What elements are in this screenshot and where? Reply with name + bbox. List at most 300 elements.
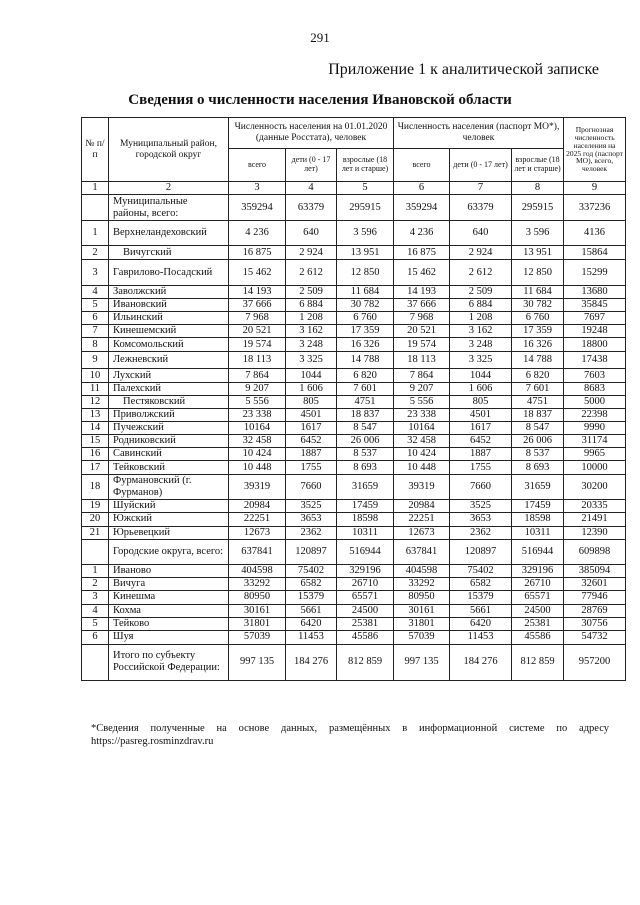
rosstat-children-cell: 120897 [286,539,337,564]
passport-children-cell: 1617 [450,422,512,435]
passport-adults-cell: 17459 [512,499,564,512]
table-row [82,512,626,526]
subheader-children: дети (0 - 17 лет) [286,149,337,182]
forecast-2025-cell: 30756 [564,617,626,630]
rosstat-total-cell: 14 193 [229,286,286,299]
forecast-2025-cell: 337236 [564,195,626,221]
column-number: 2 [109,182,229,195]
rosstat-total-cell: 22251 [229,512,286,526]
passport-total-cell: 22251 [394,512,450,526]
district-name: Родниковский [109,435,229,448]
forecast-2025-cell: 30200 [564,475,626,500]
forecast-2025-cell: 18800 [564,338,626,352]
rosstat-children-cell: 75402 [286,564,337,577]
district-name: Муниципальные районы, всего: [109,195,229,221]
passport-total-cell: 997 135 [394,644,450,680]
passport-total-cell: 5 556 [394,396,450,409]
rosstat-children-cell: 184 276 [286,644,337,680]
passport-adults-cell: 329196 [512,564,564,577]
footnote-text: *Сведения полученные на основе данных, размещённых в информационной системе по адресу [91,723,609,734]
passport-adults-cell: 3 596 [512,221,564,246]
header-passport-group: Численность населения (паспорт МО*), человек [394,118,564,149]
forecast-2025-cell: 7697 [564,312,626,325]
passport-adults-cell: 26 006 [512,435,564,448]
subheader-adults: взрослые (18 лет и старше) [512,149,564,182]
row-number [82,539,109,564]
passport-total-cell: 10164 [394,422,450,435]
subtotal-row [82,195,626,221]
passport-children-cell: 1887 [450,448,512,461]
rosstat-adults-cell: 65571 [337,590,394,604]
passport-total-cell: 9 207 [394,383,450,396]
passport-total-cell: 14 193 [394,286,450,299]
rosstat-total-cell: 39319 [229,475,286,500]
rosstat-adults-cell: 31659 [337,475,394,500]
passport-children-cell: 2 612 [450,260,512,286]
rosstat-adults-cell: 3 596 [337,221,394,246]
district-name: Ивановский [109,299,229,312]
forecast-2025-cell: 17438 [564,352,626,369]
rosstat-adults-cell: 4751 [337,396,394,409]
rosstat-children-cell: 5661 [286,604,337,617]
rosstat-children-cell: 1617 [286,422,337,435]
passport-total-cell: 19 574 [394,338,450,352]
passport-adults-cell: 10311 [512,526,564,539]
rosstat-total-cell: 10 424 [229,448,286,461]
table-row [82,299,626,312]
row-number: 4 [82,286,109,299]
passport-children-cell: 6420 [450,617,512,630]
rosstat-adults-cell: 17 359 [337,325,394,338]
district-name: Приволжский [109,409,229,422]
passport-adults-cell: 12 850 [512,260,564,286]
passport-children-cell: 2362 [450,526,512,539]
forecast-2025-cell: 19248 [564,325,626,338]
passport-adults-cell: 6 760 [512,312,564,325]
row-number: 3 [82,590,109,604]
district-name: Шуйский [109,499,229,512]
rosstat-adults-cell: 329196 [337,564,394,577]
district-name: Кинешма [109,590,229,604]
forecast-2025-cell: 8683 [564,383,626,396]
rosstat-children-cell: 2 509 [286,286,337,299]
row-number: 14 [82,422,109,435]
table-row [82,590,626,604]
row-number: 17 [82,461,109,475]
table-row [82,312,626,325]
district-name: Вичугский [109,246,229,260]
passport-adults-cell: 17 359 [512,325,564,338]
table-row [82,526,626,539]
district-name: Вичуга [109,577,229,590]
row-number: 15 [82,435,109,448]
rosstat-total-cell: 18 113 [229,352,286,369]
district-name: Савинский [109,448,229,461]
district-name: Итого по субъекту Российской Федерации: [109,644,229,680]
rosstat-children-cell: 1044 [286,369,337,383]
passport-adults-cell: 812 859 [512,644,564,680]
forecast-2025-cell: 9990 [564,422,626,435]
district-name: Шуя [109,630,229,644]
passport-adults-cell: 16 326 [512,338,564,352]
row-number: 1 [82,221,109,246]
table-row [82,475,626,500]
passport-adults-cell: 295915 [512,195,564,221]
passport-total-cell: 23 338 [394,409,450,422]
passport-total-cell: 20 521 [394,325,450,338]
row-number: 6 [82,312,109,325]
passport-adults-cell: 18 837 [512,409,564,422]
header-forecast: Прогнозная численность населения на 2025 год (паспорт МО), всего, человек [564,118,626,182]
rosstat-total-cell: 30161 [229,604,286,617]
district-name: Тейковский [109,461,229,475]
passport-adults-cell: 516944 [512,539,564,564]
row-number: 16 [82,448,109,461]
rosstat-total-cell: 7 864 [229,369,286,383]
rosstat-children-cell: 640 [286,221,337,246]
forecast-2025-cell: 21491 [564,512,626,526]
header-no: № п/п [82,118,109,182]
passport-total-cell: 20984 [394,499,450,512]
rosstat-total-cell: 19 574 [229,338,286,352]
passport-total-cell: 15 462 [394,260,450,286]
forecast-2025-cell: 54732 [564,630,626,644]
forecast-2025-cell: 5000 [564,396,626,409]
passport-total-cell: 32 458 [394,435,450,448]
rosstat-total-cell: 37 666 [229,299,286,312]
row-number: 20 [82,512,109,526]
passport-adults-cell: 31659 [512,475,564,500]
passport-children-cell: 7660 [450,475,512,500]
row-number: 8 [82,338,109,352]
rosstat-adults-cell: 26710 [337,577,394,590]
rosstat-total-cell: 20 521 [229,325,286,338]
passport-adults-cell: 7 601 [512,383,564,396]
forecast-2025-cell: 31174 [564,435,626,448]
rosstat-total-cell: 359294 [229,195,286,221]
forecast-2025-cell: 609898 [564,539,626,564]
row-number: 12 [82,396,109,409]
rosstat-children-cell: 1755 [286,461,337,475]
column-number: 9 [564,182,626,195]
forecast-2025-cell: 957200 [564,644,626,680]
passport-children-cell: 3 325 [450,352,512,369]
passport-total-cell: 10 448 [394,461,450,475]
rosstat-children-cell: 3653 [286,512,337,526]
column-number: 1 [82,182,109,195]
rosstat-total-cell: 404598 [229,564,286,577]
passport-children-cell: 2 924 [450,246,512,260]
table-row [82,325,626,338]
row-number [82,195,109,221]
rosstat-total-cell: 57039 [229,630,286,644]
rosstat-adults-cell: 6 760 [337,312,394,325]
rosstat-children-cell: 1887 [286,448,337,461]
district-name: Заволжский [109,286,229,299]
rosstat-children-cell: 3 162 [286,325,337,338]
district-name: Фурмановский (г. Фурманов) [109,475,229,500]
subheader-adults: взрослые (18 лет и старше) [337,149,394,182]
passport-children-cell: 6 884 [450,299,512,312]
forecast-2025-cell: 9965 [564,448,626,461]
rosstat-children-cell: 3 248 [286,338,337,352]
rosstat-adults-cell: 45586 [337,630,394,644]
passport-children-cell: 805 [450,396,512,409]
rosstat-total-cell: 31801 [229,617,286,630]
table-row [82,499,626,512]
table-row [82,435,626,448]
rosstat-adults-cell: 516944 [337,539,394,564]
table-row [82,448,626,461]
table-row [82,383,626,396]
row-number: 7 [82,325,109,338]
rosstat-adults-cell: 13 951 [337,246,394,260]
rosstat-total-cell: 4 236 [229,221,286,246]
passport-adults-cell: 65571 [512,590,564,604]
forecast-2025-cell: 4136 [564,221,626,246]
passport-adults-cell: 6 820 [512,369,564,383]
passport-total-cell: 80950 [394,590,450,604]
column-number: 6 [394,182,450,195]
forecast-2025-cell: 35845 [564,299,626,312]
row-number: 21 [82,526,109,539]
rosstat-children-cell: 6452 [286,435,337,448]
rosstat-adults-cell: 7 601 [337,383,394,396]
rosstat-total-cell: 997 135 [229,644,286,680]
column-number: 4 [286,182,337,195]
rosstat-total-cell: 23 338 [229,409,286,422]
rosstat-adults-cell: 6 820 [337,369,394,383]
rosstat-total-cell: 16 875 [229,246,286,260]
rosstat-total-cell: 637841 [229,539,286,564]
forecast-2025-cell: 15299 [564,260,626,286]
row-number: 2 [82,246,109,260]
passport-children-cell: 2 509 [450,286,512,299]
table-row [82,422,626,435]
passport-total-cell: 4 236 [394,221,450,246]
column-number: 7 [450,182,512,195]
subheader-children: дети (0 - 17 лет) [450,149,512,182]
forecast-2025-cell: 12390 [564,526,626,539]
footnote [91,722,609,748]
population-table [81,117,626,681]
district-name: Гаврилово-Посадский [109,260,229,286]
passport-children-cell: 15379 [450,590,512,604]
rosstat-total-cell: 7 968 [229,312,286,325]
passport-adults-cell: 4751 [512,396,564,409]
row-number: 5 [82,617,109,630]
passport-total-cell: 10 424 [394,448,450,461]
forecast-2025-cell: 10000 [564,461,626,475]
passport-adults-cell: 30 782 [512,299,564,312]
forecast-2025-cell: 28769 [564,604,626,617]
district-name: Кохма [109,604,229,617]
district-name: Палехский [109,383,229,396]
table-row [82,369,626,383]
rosstat-adults-cell: 17459 [337,499,394,512]
table-row [82,461,626,475]
passport-total-cell: 404598 [394,564,450,577]
table-row [82,338,626,352]
row-number: 5 [82,299,109,312]
district-name: Юрьевецкий [109,526,229,539]
forecast-2025-cell: 385094 [564,564,626,577]
rosstat-total-cell: 5 556 [229,396,286,409]
passport-children-cell: 75402 [450,564,512,577]
rosstat-children-cell: 11453 [286,630,337,644]
appendix-caption: Приложение 1 к аналитической записке [328,61,599,78]
table-row [82,617,626,630]
row-number: 19 [82,499,109,512]
passport-children-cell: 1044 [450,369,512,383]
district-name: Пучежский [109,422,229,435]
district-name: Тейково [109,617,229,630]
passport-total-cell: 7 864 [394,369,450,383]
rosstat-children-cell: 2 924 [286,246,337,260]
rosstat-children-cell: 805 [286,396,337,409]
passport-total-cell: 37 666 [394,299,450,312]
rosstat-children-cell: 4501 [286,409,337,422]
column-number: 8 [512,182,564,195]
column-number: 3 [229,182,286,195]
rosstat-children-cell: 15379 [286,590,337,604]
forecast-2025-cell: 77946 [564,590,626,604]
passport-children-cell: 1 606 [450,383,512,396]
passport-children-cell: 640 [450,221,512,246]
district-name: Пестяковский [109,396,229,409]
passport-adults-cell: 18598 [512,512,564,526]
district-name: Лежневский [109,352,229,369]
passport-total-cell: 39319 [394,475,450,500]
header-rosstat-group: Численность населения на 01.01.2020 (данные Росстата), человек [229,118,394,149]
district-name: Кинешемский [109,325,229,338]
passport-total-cell: 33292 [394,577,450,590]
rosstat-children-cell: 2 612 [286,260,337,286]
rosstat-children-cell: 3 325 [286,352,337,369]
rosstat-total-cell: 33292 [229,577,286,590]
district-name: Верхнеландеховский [109,221,229,246]
passport-children-cell: 120897 [450,539,512,564]
rosstat-adults-cell: 295915 [337,195,394,221]
rosstat-adults-cell: 812 859 [337,644,394,680]
passport-total-cell: 16 875 [394,246,450,260]
row-number: 2 [82,577,109,590]
row-number: 9 [82,352,109,369]
rosstat-adults-cell: 10311 [337,526,394,539]
table-row [82,577,626,590]
passport-children-cell: 3653 [450,512,512,526]
passport-adults-cell: 25381 [512,617,564,630]
passport-total-cell: 359294 [394,195,450,221]
rosstat-total-cell: 10 448 [229,461,286,475]
passport-children-cell: 5661 [450,604,512,617]
forecast-2025-cell: 20335 [564,499,626,512]
row-number: 10 [82,369,109,383]
district-name: Иваново [109,564,229,577]
district-name: Южский [109,512,229,526]
rosstat-children-cell: 1 208 [286,312,337,325]
rosstat-total-cell: 12673 [229,526,286,539]
rosstat-adults-cell: 30 782 [337,299,394,312]
district-name: Лухский [109,369,229,383]
rosstat-total-cell: 10164 [229,422,286,435]
passport-adults-cell: 45586 [512,630,564,644]
rosstat-adults-cell: 24500 [337,604,394,617]
row-number: 18 [82,475,109,500]
table-row [82,396,626,409]
table-row [82,246,626,260]
passport-adults-cell: 8 537 [512,448,564,461]
passport-total-cell: 18 113 [394,352,450,369]
footnote-url: https://pasreg.rosminzdrav.ru [91,736,214,748]
rosstat-adults-cell: 16 326 [337,338,394,352]
rosstat-adults-cell: 11 684 [337,286,394,299]
table-row [82,221,626,246]
passport-total-cell: 30161 [394,604,450,617]
rosstat-children-cell: 6420 [286,617,337,630]
rosstat-adults-cell: 8 547 [337,422,394,435]
rosstat-adults-cell: 25381 [337,617,394,630]
row-number: 13 [82,409,109,422]
rosstat-children-cell: 7660 [286,475,337,500]
rosstat-adults-cell: 26 006 [337,435,394,448]
passport-total-cell: 12673 [394,526,450,539]
rosstat-total-cell: 9 207 [229,383,286,396]
row-number: 6 [82,630,109,644]
rosstat-children-cell: 3525 [286,499,337,512]
passport-total-cell: 31801 [394,617,450,630]
rosstat-children-cell: 6 884 [286,299,337,312]
rosstat-adults-cell: 12 850 [337,260,394,286]
passport-total-cell: 637841 [394,539,450,564]
table-row [82,286,626,299]
rosstat-children-cell: 2362 [286,526,337,539]
district-name: Городские округа, всего: [109,539,229,564]
passport-adults-cell: 13 951 [512,246,564,260]
rosstat-total-cell: 15 462 [229,260,286,286]
row-number [82,644,109,680]
passport-children-cell: 1755 [450,461,512,475]
rosstat-children-cell: 1 606 [286,383,337,396]
table-row [82,409,626,422]
rosstat-total-cell: 20984 [229,499,286,512]
passport-children-cell: 4501 [450,409,512,422]
passport-adults-cell: 8 693 [512,461,564,475]
row-number: 4 [82,604,109,617]
rosstat-children-cell: 6582 [286,577,337,590]
passport-adults-cell: 11 684 [512,286,564,299]
table-row [82,352,626,369]
forecast-2025-cell: 22398 [564,409,626,422]
table-row [82,604,626,617]
passport-adults-cell: 24500 [512,604,564,617]
district-name: Комсомольский [109,338,229,352]
page-title: Сведения о численности населения Ивановской области [128,92,512,108]
subheader-total: всего [394,149,450,182]
passport-adults-cell: 26710 [512,577,564,590]
passport-adults-cell: 14 788 [512,352,564,369]
subtotal-row [82,539,626,564]
rosstat-adults-cell: 8 537 [337,448,394,461]
column-number: 5 [337,182,394,195]
table-row [82,630,626,644]
row-number: 11 [82,383,109,396]
passport-adults-cell: 8 547 [512,422,564,435]
row-number: 3 [82,260,109,286]
rosstat-total-cell: 32 458 [229,435,286,448]
passport-children-cell: 3 248 [450,338,512,352]
passport-children-cell: 63379 [450,195,512,221]
